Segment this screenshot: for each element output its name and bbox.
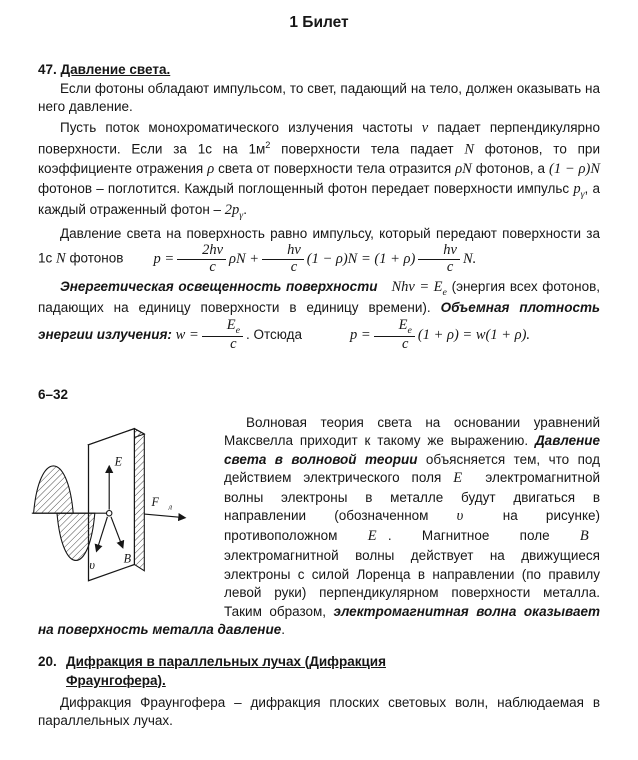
text-segment: электромагнитной волны электроны в металле будут двигаться в направлении (обозначенном xyxy=(224,470,600,524)
subscript: γ xyxy=(239,210,244,222)
text-segment: . xyxy=(281,622,285,638)
paragraph-intro: Если фотоны обладают импульсом, то свет, падающий на тело, должен оказывать на него давление. xyxy=(38,81,600,115)
math-symbol: E xyxy=(226,316,236,333)
fraction-denominator: c xyxy=(209,258,216,275)
emphasis-energy-density: Объемная плотность энергии излучения: xyxy=(38,300,600,342)
fraction-denominator: c xyxy=(230,336,237,353)
math-inline-B-vector: B⃗ xyxy=(579,528,601,545)
subscript: e xyxy=(407,324,412,336)
vector-f-label xyxy=(151,495,173,512)
math-symbol: Nhν = E xyxy=(391,278,443,295)
text-segment: (энергия всех фотонов, падающих на единицу поверхности в единицу времени). xyxy=(38,278,601,316)
text-segment: фотонов, то при коэффициенте отражения xyxy=(38,141,600,177)
text-segment: объясняется тем, что под действием электрического поля xyxy=(224,451,600,486)
text-segment: . Магнитное поле xyxy=(387,528,580,544)
fraction-numerator xyxy=(374,318,415,338)
formula-term: N. xyxy=(462,251,477,268)
clipped-bottom-line xyxy=(38,694,600,729)
paragraph-diffraction-start: Дифракция Фраунгофера – дифракция плоских световых волн, наблюдаемая в параллельных лучах. xyxy=(38,694,600,729)
em-wave-figure xyxy=(30,416,210,605)
plate-side-face xyxy=(134,428,144,570)
figure-number-label: 6–32 xyxy=(38,386,69,402)
text-segment: поверхности тела падает xyxy=(270,141,465,157)
text-segment: , а каждый отраженный фотон – xyxy=(38,181,600,218)
math-inline-E-vector: E⃗ xyxy=(453,470,474,487)
section-47-heading xyxy=(38,62,600,77)
fraction xyxy=(177,243,226,275)
superscript: 2 xyxy=(265,139,271,150)
text-segment: электромагнитной волны действует на движущиеся электроны с силой Лоренца в направлении (по правилу левой руки) перпендикулярном поверхности металла. Таким образом, xyxy=(224,548,600,619)
text-segment: . Отсюда xyxy=(245,326,302,342)
section-47-title: Давление света. xyxy=(60,62,171,77)
math-w-equals: w = xyxy=(175,326,199,343)
math-symbol: F⃗ xyxy=(151,494,169,509)
subscript: e xyxy=(442,286,447,298)
energy-pressure-formula xyxy=(349,316,531,353)
math-symbol: E xyxy=(398,316,408,333)
electron-dot xyxy=(107,510,112,515)
math-inline-nu: ν xyxy=(421,119,429,136)
fraction xyxy=(202,318,243,353)
formula-term: ρN + xyxy=(229,251,260,268)
math-inline-N: N xyxy=(56,251,66,268)
text-segment: Волновая теория света на основании уравнений Максвелла приходит к такому же выражению. xyxy=(224,414,600,449)
section-20-title: Дифракция в параллельных лучах (Дифракция Фраунгофера). xyxy=(66,653,386,688)
math-inline-2p-gamma xyxy=(224,202,244,222)
text-segment: света от поверхности тела отразится xyxy=(214,161,456,177)
fraction xyxy=(418,243,460,275)
page-title: 1 Билет xyxy=(289,14,349,31)
paragraph-pressure xyxy=(38,225,600,276)
formula-term: (1 + ρ) = w(1 + ρ). xyxy=(417,326,531,343)
text-segment: падает перпендикулярно поверхности. Если за 1с на 1м xyxy=(38,119,601,157)
fraction-denominator: c xyxy=(290,258,298,275)
fraction-denominator: c xyxy=(402,336,409,353)
math-symbol: 2p xyxy=(224,202,240,219)
vector-f-arrow xyxy=(144,514,185,518)
math-inline-Ee xyxy=(391,278,447,298)
text-segment: фотонов, а xyxy=(471,161,549,177)
subscript: γ xyxy=(580,188,585,200)
fraction xyxy=(374,318,415,353)
formula-lhs: p = xyxy=(349,326,371,343)
math-inline-p-gamma xyxy=(573,181,585,200)
math-inline-rhoN: ρN xyxy=(455,161,472,178)
text-segment: Давление света на поверхность равно импульсу, который передают поверхности за 1с xyxy=(38,225,600,267)
text-segment: на рисунке) противоположном xyxy=(224,508,600,544)
text-segment: Пусть поток монохроматического излучения частоты xyxy=(60,119,422,135)
section-47-number: 47. xyxy=(38,62,57,77)
wave-upper-lobe xyxy=(34,466,74,513)
fraction xyxy=(262,243,304,275)
figure-with-text xyxy=(38,414,600,640)
paragraph-irradiance xyxy=(38,278,600,353)
fraction-numerator xyxy=(202,318,243,338)
text-segment: фотонов xyxy=(65,251,124,267)
math-inline-rho: ρ xyxy=(207,161,215,178)
subscript: л xyxy=(168,501,173,512)
vector-e-label: E⃗ xyxy=(114,454,132,469)
math-inline-v-vector: υ⃗ xyxy=(456,508,475,525)
formula-lhs: p = xyxy=(153,251,175,268)
formula-term: (1 − ρ)N = (1 + ρ) xyxy=(306,251,416,268)
math-inline-E-vector: E⃗ xyxy=(367,528,388,545)
text-segment: фотонов – поглотится. Каждый поглощенный фотон передает поверхности импульс xyxy=(38,181,574,197)
paragraph-photon-flux xyxy=(38,119,600,223)
fraction-numerator: 2hν xyxy=(177,243,226,260)
subscript: e xyxy=(235,324,240,336)
math-inline-N: N xyxy=(464,141,474,158)
math-inline-absorbed: (1 − ρ)N xyxy=(549,161,601,178)
vector-b-label: B⃗ xyxy=(123,551,141,566)
section-20-heading xyxy=(38,652,600,690)
text-segment: . xyxy=(243,202,247,218)
vector-v-label: υ⃗ xyxy=(89,557,105,572)
fraction-numerator: hν xyxy=(262,243,304,260)
math-symbol: p xyxy=(573,181,581,198)
emphasis-wave-theory: Давление света в волновой теории xyxy=(224,433,600,467)
fraction-numerator: hν xyxy=(418,243,460,260)
emphasis-conclusion: электромагнитная волна оказывает на поверхность металла давление xyxy=(38,603,600,638)
emphasis-irradiance: Энергетическая освещенность поверхности xyxy=(60,278,378,294)
section-20-number: 20. xyxy=(38,653,57,669)
fraction-denominator: c xyxy=(446,258,454,275)
